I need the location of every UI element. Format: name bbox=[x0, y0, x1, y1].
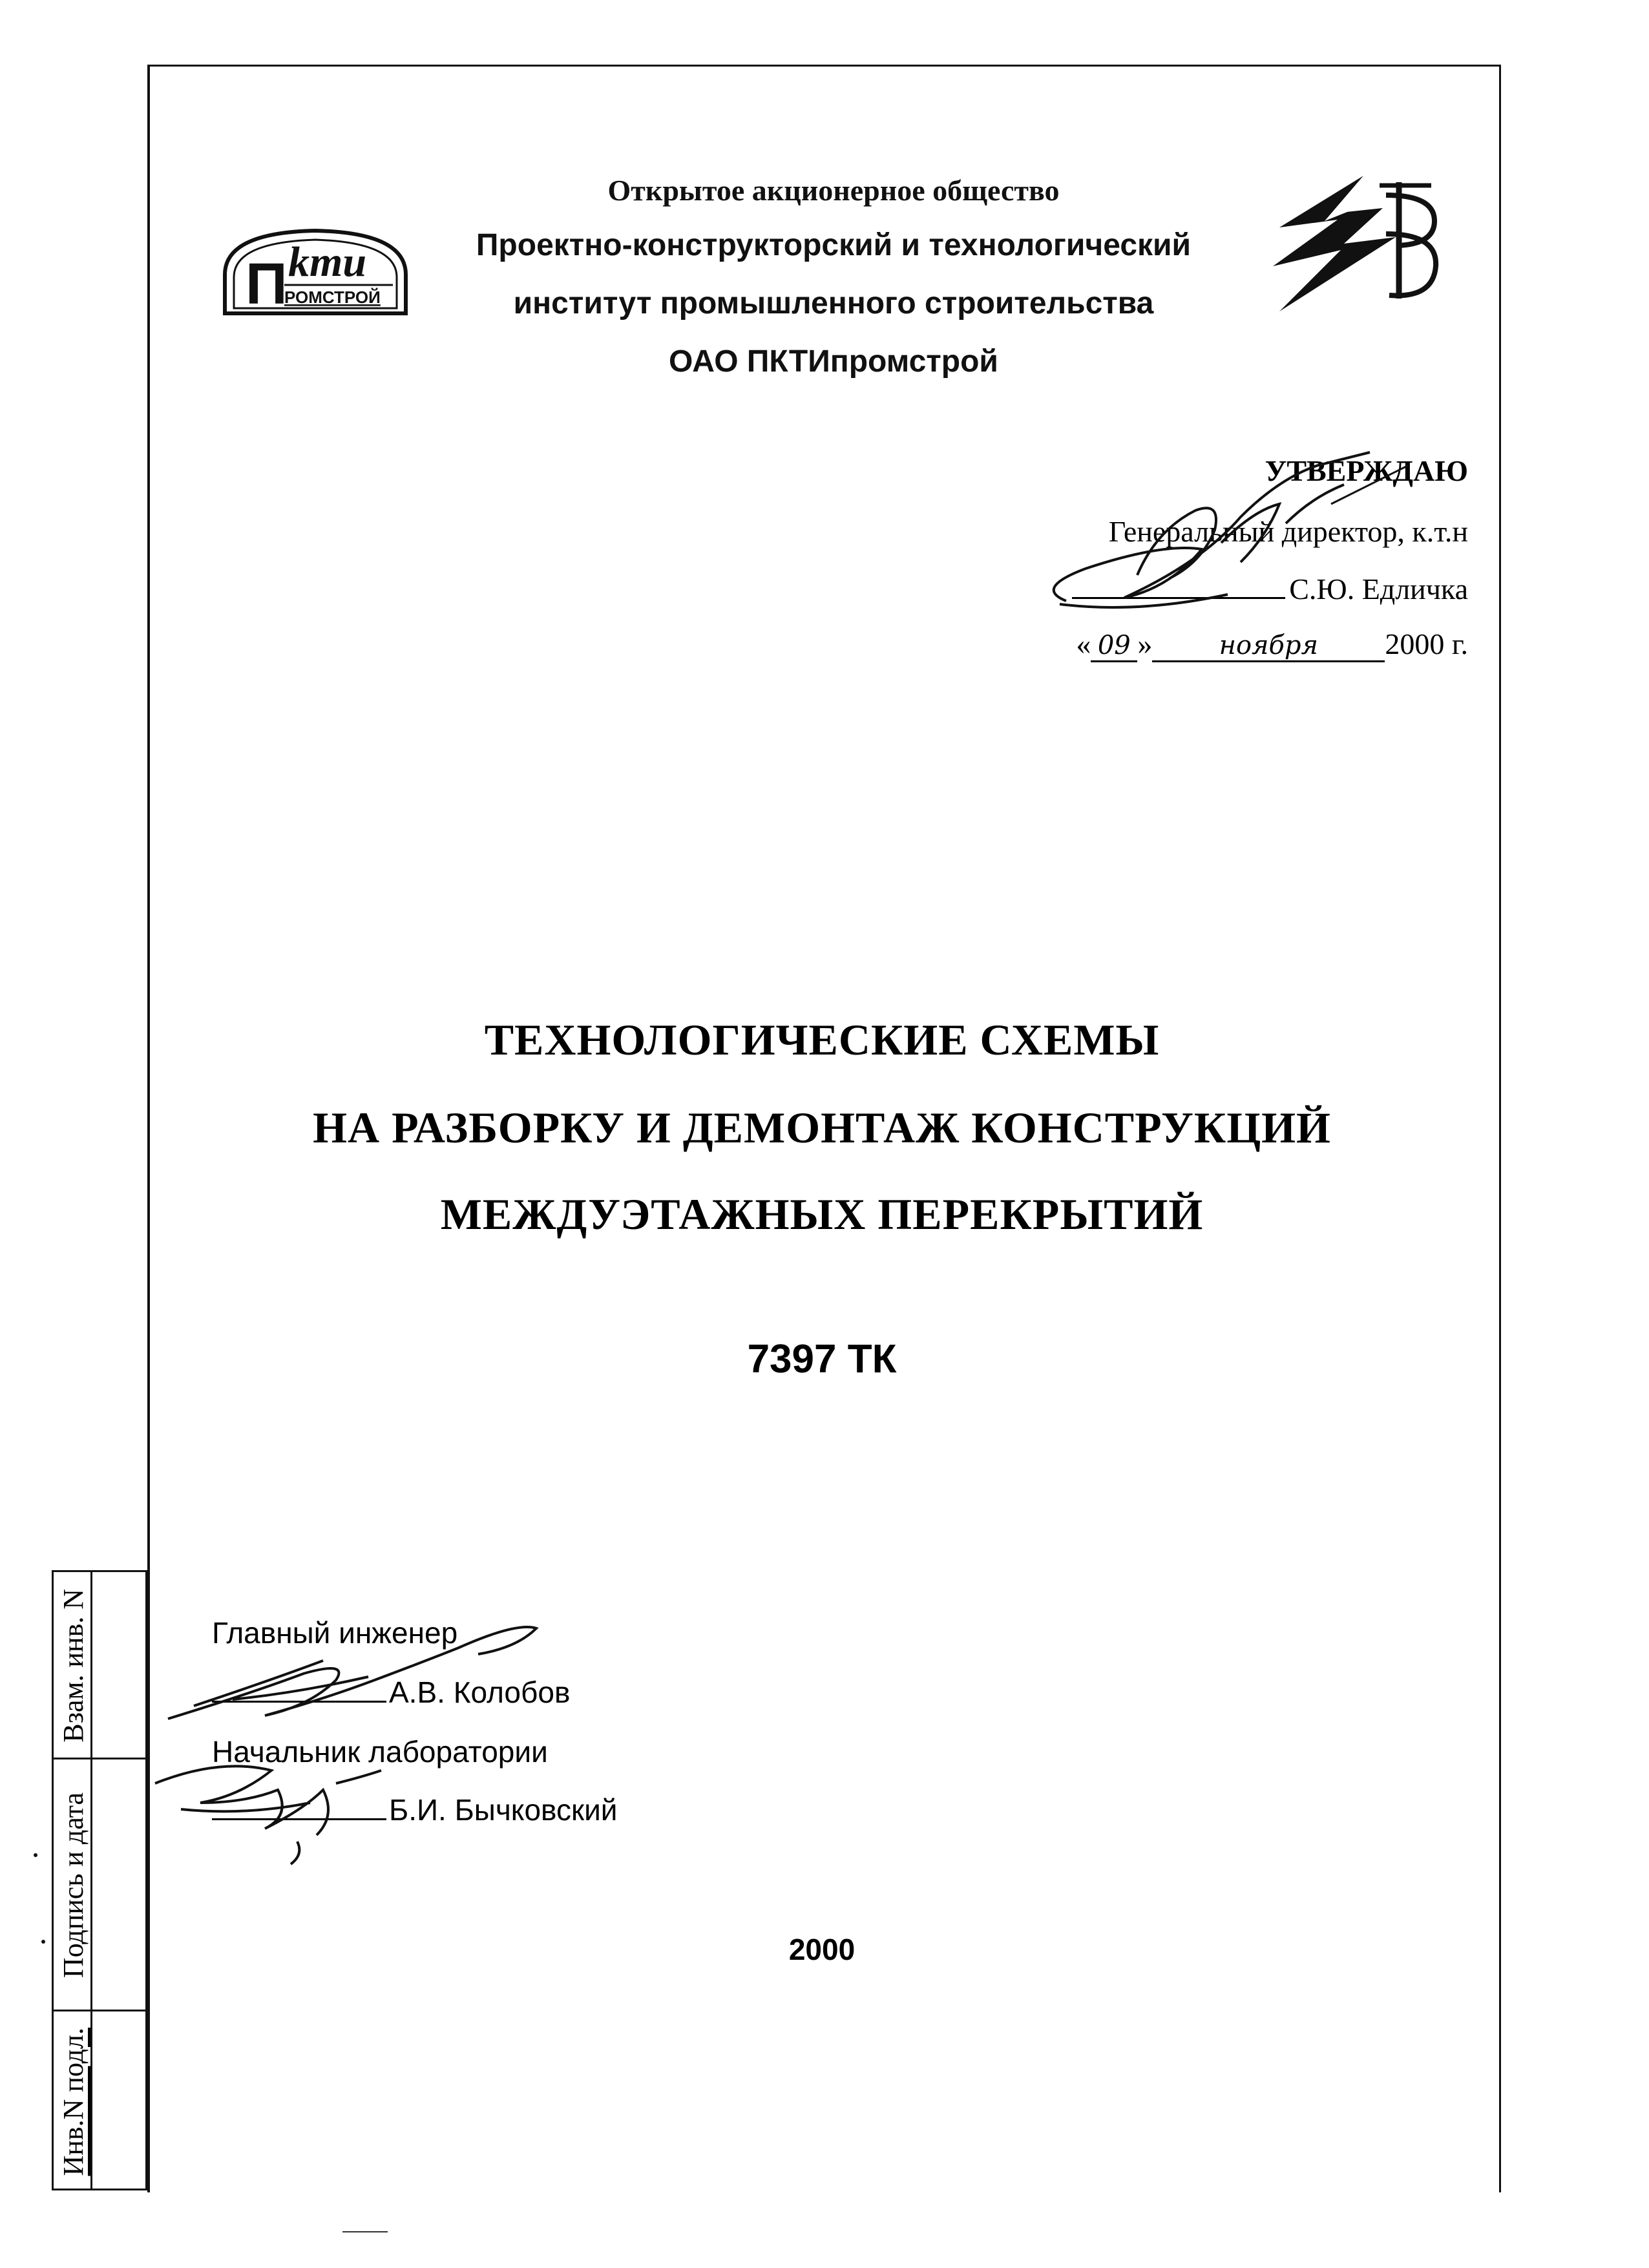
logo-text-main: kmu bbox=[288, 238, 367, 286]
director-signature bbox=[1008, 439, 1473, 646]
document-title-line3: МЕЖДУЭТАЖНЫХ ПЕРЕКРЫТИЙ bbox=[440, 1190, 1204, 1239]
chief-engineer-name: А.В. Колобов bbox=[389, 1675, 571, 1709]
lab-head-name: Б.И. Бычковский bbox=[389, 1793, 618, 1827]
logo-letter: П bbox=[246, 252, 288, 317]
date-day: 09 bbox=[1091, 631, 1137, 662]
scan-speck bbox=[41, 1940, 45, 1944]
date-year: 2000 г. bbox=[1385, 627, 1468, 660]
date-month: ноября bbox=[1152, 631, 1385, 662]
side-stamp-replace-label: Взам. инв. N bbox=[57, 1589, 89, 1743]
side-stamp-table bbox=[52, 1570, 147, 2190]
lab-head-signature bbox=[142, 1745, 414, 1867]
side-stamp-inventory-label: Инв.N подл. bbox=[57, 2028, 89, 2176]
side-stamp-replace-label-box bbox=[54, 1572, 92, 1759]
org-name-line1: Проектно-конструкторский и технологический bbox=[476, 228, 1192, 262]
approval-title: УТВЕРЖДАЮ bbox=[1265, 454, 1468, 487]
org-type: Открытое акционерное общество bbox=[607, 174, 1060, 207]
org-name-line2: институт промышленного строительства bbox=[513, 286, 1154, 320]
scan-line bbox=[342, 2231, 388, 2232]
document-code: 7397 ТК bbox=[747, 1337, 897, 1381]
lab-head-role: Начальник лаборатории bbox=[212, 1735, 548, 1769]
logo-text-sub: РОМСТРОЙ bbox=[284, 288, 381, 307]
approval-name: С.Ю. Едличка bbox=[1289, 572, 1468, 605]
side-stamp-inventory-label-box bbox=[54, 2011, 92, 2192]
emblem-logo bbox=[1266, 169, 1447, 324]
chief-engineer-signature bbox=[155, 1602, 556, 1732]
chief-engineer-role: Главный инженер bbox=[212, 1616, 458, 1650]
approval-role: Генеральный директор, к.т.н bbox=[1108, 515, 1468, 548]
date-close-quote: » bbox=[1137, 627, 1153, 660]
org-short-name: ОАО ПКТИпромстрой bbox=[669, 344, 998, 379]
side-stamp-signature-label: Подпись и дата bbox=[57, 1792, 89, 1979]
side-stamp-signature-label-box bbox=[54, 1759, 92, 2011]
document-year: 2000 bbox=[788, 1933, 856, 1966]
document-title-line1: ТЕХНОЛОГИЧЕСКИЕ СХЕМЫ bbox=[484, 1015, 1160, 1064]
scan-speck bbox=[34, 1853, 37, 1857]
date-open-quote: « bbox=[1076, 627, 1091, 660]
document-title-line2: НА РАЗБОРКУ И ДЕМОНТАЖ КОНСТРУКЦИЙ bbox=[313, 1103, 1331, 1152]
